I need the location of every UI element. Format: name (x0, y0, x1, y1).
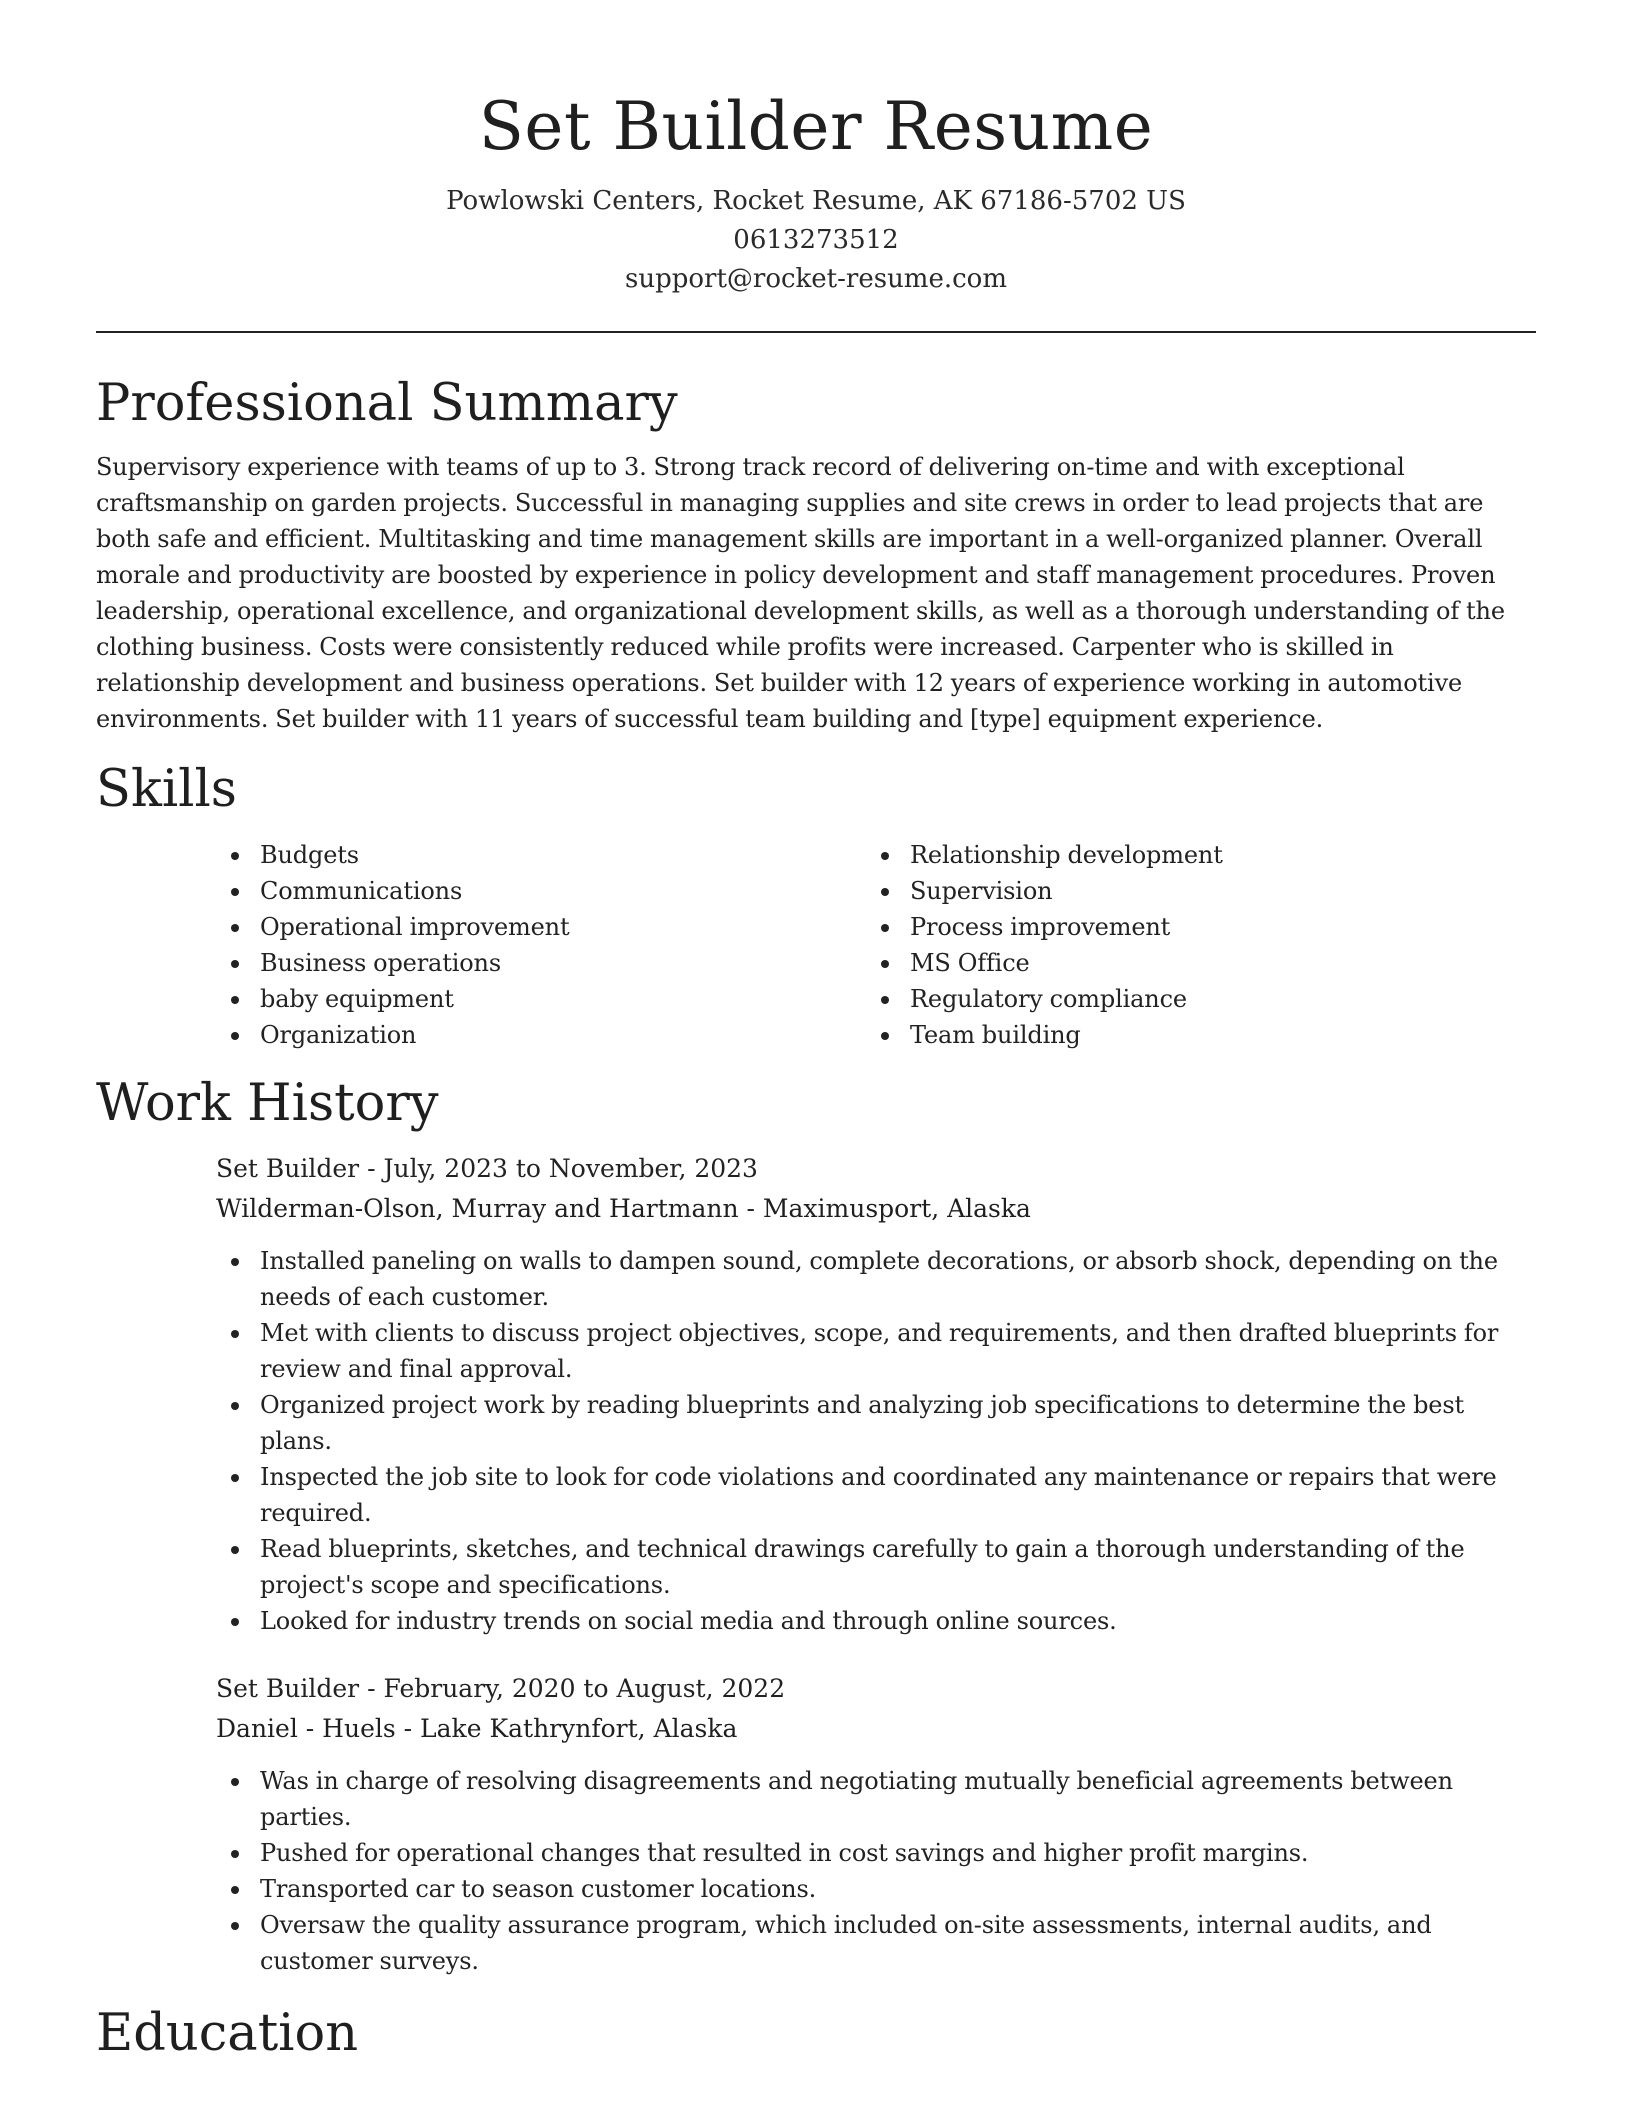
skill-item: Supervision (866, 873, 1516, 909)
resume-title: Set Builder Resume (478, 88, 1154, 165)
work-history-heading: Work History (96, 1074, 439, 1133)
job-entry (216, 1669, 1536, 1749)
skill-item: Regulatory compliance (866, 981, 1516, 1017)
skills-list-right (866, 837, 1516, 1053)
skill-item: Operational improvement (216, 909, 866, 945)
skill-item: MS Office (866, 945, 1516, 981)
summary-section (96, 371, 1536, 737)
work-history-section (96, 1071, 1536, 1979)
job-bullet: Read blueprints, sketches, and technical drawings carefully to gain a thorough understanding of the project's scope and specifications. (216, 1531, 1536, 1603)
job-bullets (216, 1243, 1536, 1639)
job-entry (216, 1149, 1536, 1229)
job-bullet: Looked for industry trends on social media and through online sources. (216, 1603, 1536, 1639)
skill-item: Budgets (216, 837, 866, 873)
resume-header (96, 0, 1536, 299)
skills-list-left (216, 837, 866, 1053)
job-bullet: Inspected the job site to look for code violations and coordinated any maintenance or repairs that were required. (216, 1459, 1536, 1531)
skill-item: Communications (216, 873, 866, 909)
contact-email: support@rocket-resume.com (624, 264, 1007, 294)
skill-item: Team building (866, 1017, 1516, 1053)
job-company-location: Wilderman-Olson, Murray and Hartmann - Maximusport, Alaska (216, 1194, 1031, 1223)
skills-grid (216, 837, 1536, 1053)
skill-item: Relationship development (866, 837, 1516, 873)
skill-item: baby equipment (216, 981, 866, 1017)
job-bullet: Pushed for operational changes that resulted in cost savings and higher profit margins. (216, 1835, 1536, 1871)
job-company-location: Daniel - Huels - Lake Kathrynfort, Alaska (216, 1714, 738, 1743)
skill-item: Business operations (216, 945, 866, 981)
job-bullets (216, 1763, 1536, 1979)
job-bullet: Installed paneling on walls to dampen sound, complete decorations, or absorb shock, depending on the needs of each customer. (216, 1243, 1536, 1315)
job-title-dates: Set Builder - July, 2023 to November, 2023 (216, 1154, 758, 1183)
header-divider (96, 331, 1536, 333)
resume-page (96, 0, 1536, 2067)
skills-section (96, 757, 1536, 1053)
job-bullet: Organized project work by reading blueprints and analyzing job specifications to determine the best plans. (216, 1387, 1536, 1459)
summary-paragraph: Supervisory experience with teams of up to 3. Strong track record of delivering on-time and with exceptional craftsmanship on garden projects. Successful in managing supplies and site crews in order to lead projects that are both safe and efficient. Multitasking and time management skills are important in a well-organized planner. Overall morale and productivity are boosted by experience in policy development and staff management procedures. Proven leadership, operational excellence, and organizational development skills, as well as a thorough understanding of the clothing business. Costs were consistently reduced while profits were increased. Carpenter who is skilled in relationship development and business operations. Set builder with 12 years of experience working in automotive environments. Set builder with 11 years of successful team building and [type] equipment experience. (96, 453, 1505, 733)
skills-heading: Skills (96, 760, 237, 819)
education-section (96, 2001, 1536, 2067)
summary-heading: Professional Summary (96, 374, 678, 433)
education-heading: Education (96, 2004, 359, 2063)
contact-phone: 0613273512 (733, 225, 899, 255)
job-title-dates: Set Builder - February, 2020 to August, 2022 (216, 1674, 786, 1703)
contact-address: Powlowski Centers, Rocket Resume, AK 67186-5702 US (446, 186, 1186, 216)
job-bullet: Oversaw the quality assurance program, which included on-site assessments, internal audits, and customer surveys. (216, 1907, 1536, 1979)
job-bullet: Met with clients to discuss project objectives, scope, and requirements, and then drafted blueprints for review and final approval. (216, 1315, 1536, 1387)
job-bullet: Transported car to season customer locations. (216, 1871, 1536, 1907)
job-bullet: Was in charge of resolving disagreements and negotiating mutually beneficial agreements between parties. (216, 1763, 1536, 1835)
skill-item: Organization (216, 1017, 866, 1053)
skill-item: Process improvement (866, 909, 1516, 945)
contact-block (96, 182, 1536, 299)
